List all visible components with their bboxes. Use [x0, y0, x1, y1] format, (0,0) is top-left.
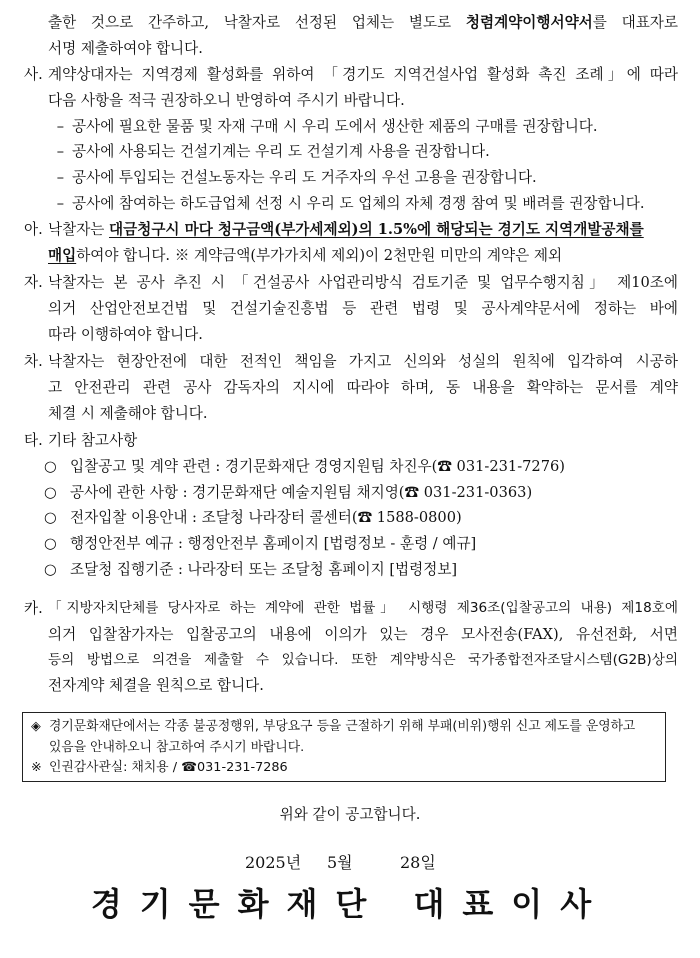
date-day: 28일	[400, 853, 436, 872]
section-label: 사.	[24, 66, 43, 83]
section-label: 아.	[24, 221, 43, 238]
section-label: 카.	[24, 600, 43, 617]
section-label: 자.	[24, 274, 43, 291]
intro-paragraph: 출한 것으로 간주하고, 낙찰자로 선정된 업체는 별도로 청렴계약이행서약서를 대표자로 서명 제출하여야 합니다.	[48, 14, 678, 57]
closing-statement: 위와 같이 공고합니다.	[279, 806, 421, 823]
circle-bullet: ○	[44, 535, 57, 553]
dash-bullet: –	[56, 194, 64, 212]
contact-item: ○ 전자입찰 이용안내 : 조달청 나라장터 콜센터(☎ 1588-0800)	[24, 505, 678, 531]
bond-purchase-requirement: 대금청구시 마다 청구금액(부가세제외)의 1.5%에 해당되는 경기도 지역개발공채를	[109, 221, 644, 238]
dash-bullet: –	[56, 117, 64, 135]
circle-bullet: ○	[44, 560, 57, 578]
date-year: 2025년	[245, 853, 302, 872]
section-sa: 사. 계약상대자는 지역경제 활성화를 위하여 「경기도 지역건설사업 활성화 촉진 조례」에 따라 다음 사항을 적극 권장하오니 반영하여 주시기 바랍니다. – 공사에 필요한 물품 및 자재 구매 시 우리 도에서 생산한 제품의 구매를 권장합니다. – 공사에 사용되는 건설기계는 우리 도 건설기계 사용을 권장합니다. – 공사에 투입되는 건설노동자는 우리 도 거주자의 우선 고용을 권장합니다. – 공사에 참여하는 하도급업체 선정 시 우리 도 업체의 자체 경쟁 참여 및 배려를 권장합니다.	[24, 62, 678, 217]
date-month: 5월	[327, 853, 353, 872]
list-item: – 공사에 사용되는 건설기계는 우리 도 건설기계 사용을 권장합니다.	[24, 139, 678, 165]
contact-item: ○ 행정안전부 예규 : 행정안전부 홈페이지 [법령정보 - 훈령 / 예규]	[24, 531, 678, 557]
section-ta: 타. 기타 참고사항 ○ 입찰공고 및 계약 관련 : 경기문화재단 경영지원팀 차진우(☎ 031-231-7276) ○ 공사에 관한 사항 : 경기문화재단 예술지원팀 채지영(☎ 031-231-0363) ○ 전자입찰 이용안내 : 조달청 나라장터 콜센터(☎ 1588-0800) ○ 행정안전부 예규 : 행정안전부 홈페이지 [법령정보 - 훈령 / 예규] ○ 조달청 집행기준 : 나라장터 또는 조달청 홈페이지 [법령정보]	[24, 428, 678, 583]
reference-mark-icon: ※	[31, 760, 42, 775]
dash-bullet: –	[56, 143, 64, 161]
circle-bullet: ○	[44, 483, 57, 501]
issuer-signature: 경기문화재단 대표이사	[90, 885, 610, 923]
contact-item: ○ 공사에 관한 사항 : 경기문화재단 예술지원팀 채지영(☎ 031-231-0363)	[24, 480, 678, 506]
section-ka: 카. 「지방자치단체를 당사자로 하는 계약에 관한 법률」 시행령 제36조(입찰공고의 내용) 제18호에 의거 입찰참가자는 입찰공고의 내용에 이의가 있는 경우 모사전송(FAX), 유선전화, 서면 등의 방법으로 의견을 제출할 수 있습니다. 또한 계약방식은 국가종합전자조달시스템(G2B)상의 전자계약 체결을 원칙으로 합니다.	[24, 596, 678, 699]
circle-bullet: ○	[44, 457, 57, 475]
list-item: – 공사에 필요한 물품 및 자재 구매 시 우리 도에서 생산한 제품의 구매를 권장합니다.	[24, 114, 678, 140]
section-label: 차.	[24, 353, 43, 370]
contact-item: ○ 조달청 집행기준 : 나라장터 또는 조달청 홈페이지 [법령정보]	[24, 557, 678, 583]
section-ja: 자. 낙찰자는 본 공사 추진 시 「건설공사 사업관리방식 검토기준 및 업무수행지침」 제10조에 의거 산업안전보건법 및 건설기술진흥법 등 관련 법령 및 공사계약문서에 정하는 바에 따라 이행하여야 합니다.	[24, 270, 678, 347]
diamond-bullet-icon: ◈	[31, 719, 41, 734]
list-item: – 공사에 참여하는 하도급업체 선정 시 우리 도 업체의 자체 경쟁 참여 및 배려를 권장합니다.	[24, 191, 678, 217]
anti-corruption-notice-box: ◈ 경기문화재단에서는 각종 불공정행위, 부당요구 등을 근절하기 위해 부패(비위)행위 신고 제도를 운영하고 있음을 안내하오니 참고하여 주시기 바랍니다. ※ 인권감사관실: 채치용 / ☎031-231-7286	[22, 712, 666, 782]
section-a: 아. 낙찰자는 대금청구시 마다 청구금액(부가세제외)의 1.5%에 해당되는 경기도 지역개발공채를 매입하여야 합니다. ※ 계약금액(부가가치세 제외)이 2천만원 미만의 계약은 제외	[24, 217, 678, 269]
dash-bullet: –	[56, 169, 64, 187]
section-label: 타.	[24, 432, 43, 449]
contact-item: ○ 입찰공고 및 계약 관련 : 경기문화재단 경영지원팀 차진우(☎ 031-231-7276)	[24, 454, 678, 480]
list-item: – 공사에 투입되는 건설노동자는 우리 도 거주자의 우선 고용을 권장합니다.	[24, 165, 678, 191]
section-cha: 차. 낙찰자는 현장안전에 대한 전적인 책임을 가지고 신의와 성실의 원칙에 입각하여 시공하 고 안전관리 관련 공사 감독자의 지시에 따라야 하며, 동 내용을 확약하는 문서를 계약 체결 시 제출해야 합니다.	[24, 349, 678, 426]
integrity-pledge-term: 청렴계약이행서약서	[465, 14, 593, 31]
circle-bullet: ○	[44, 509, 57, 527]
